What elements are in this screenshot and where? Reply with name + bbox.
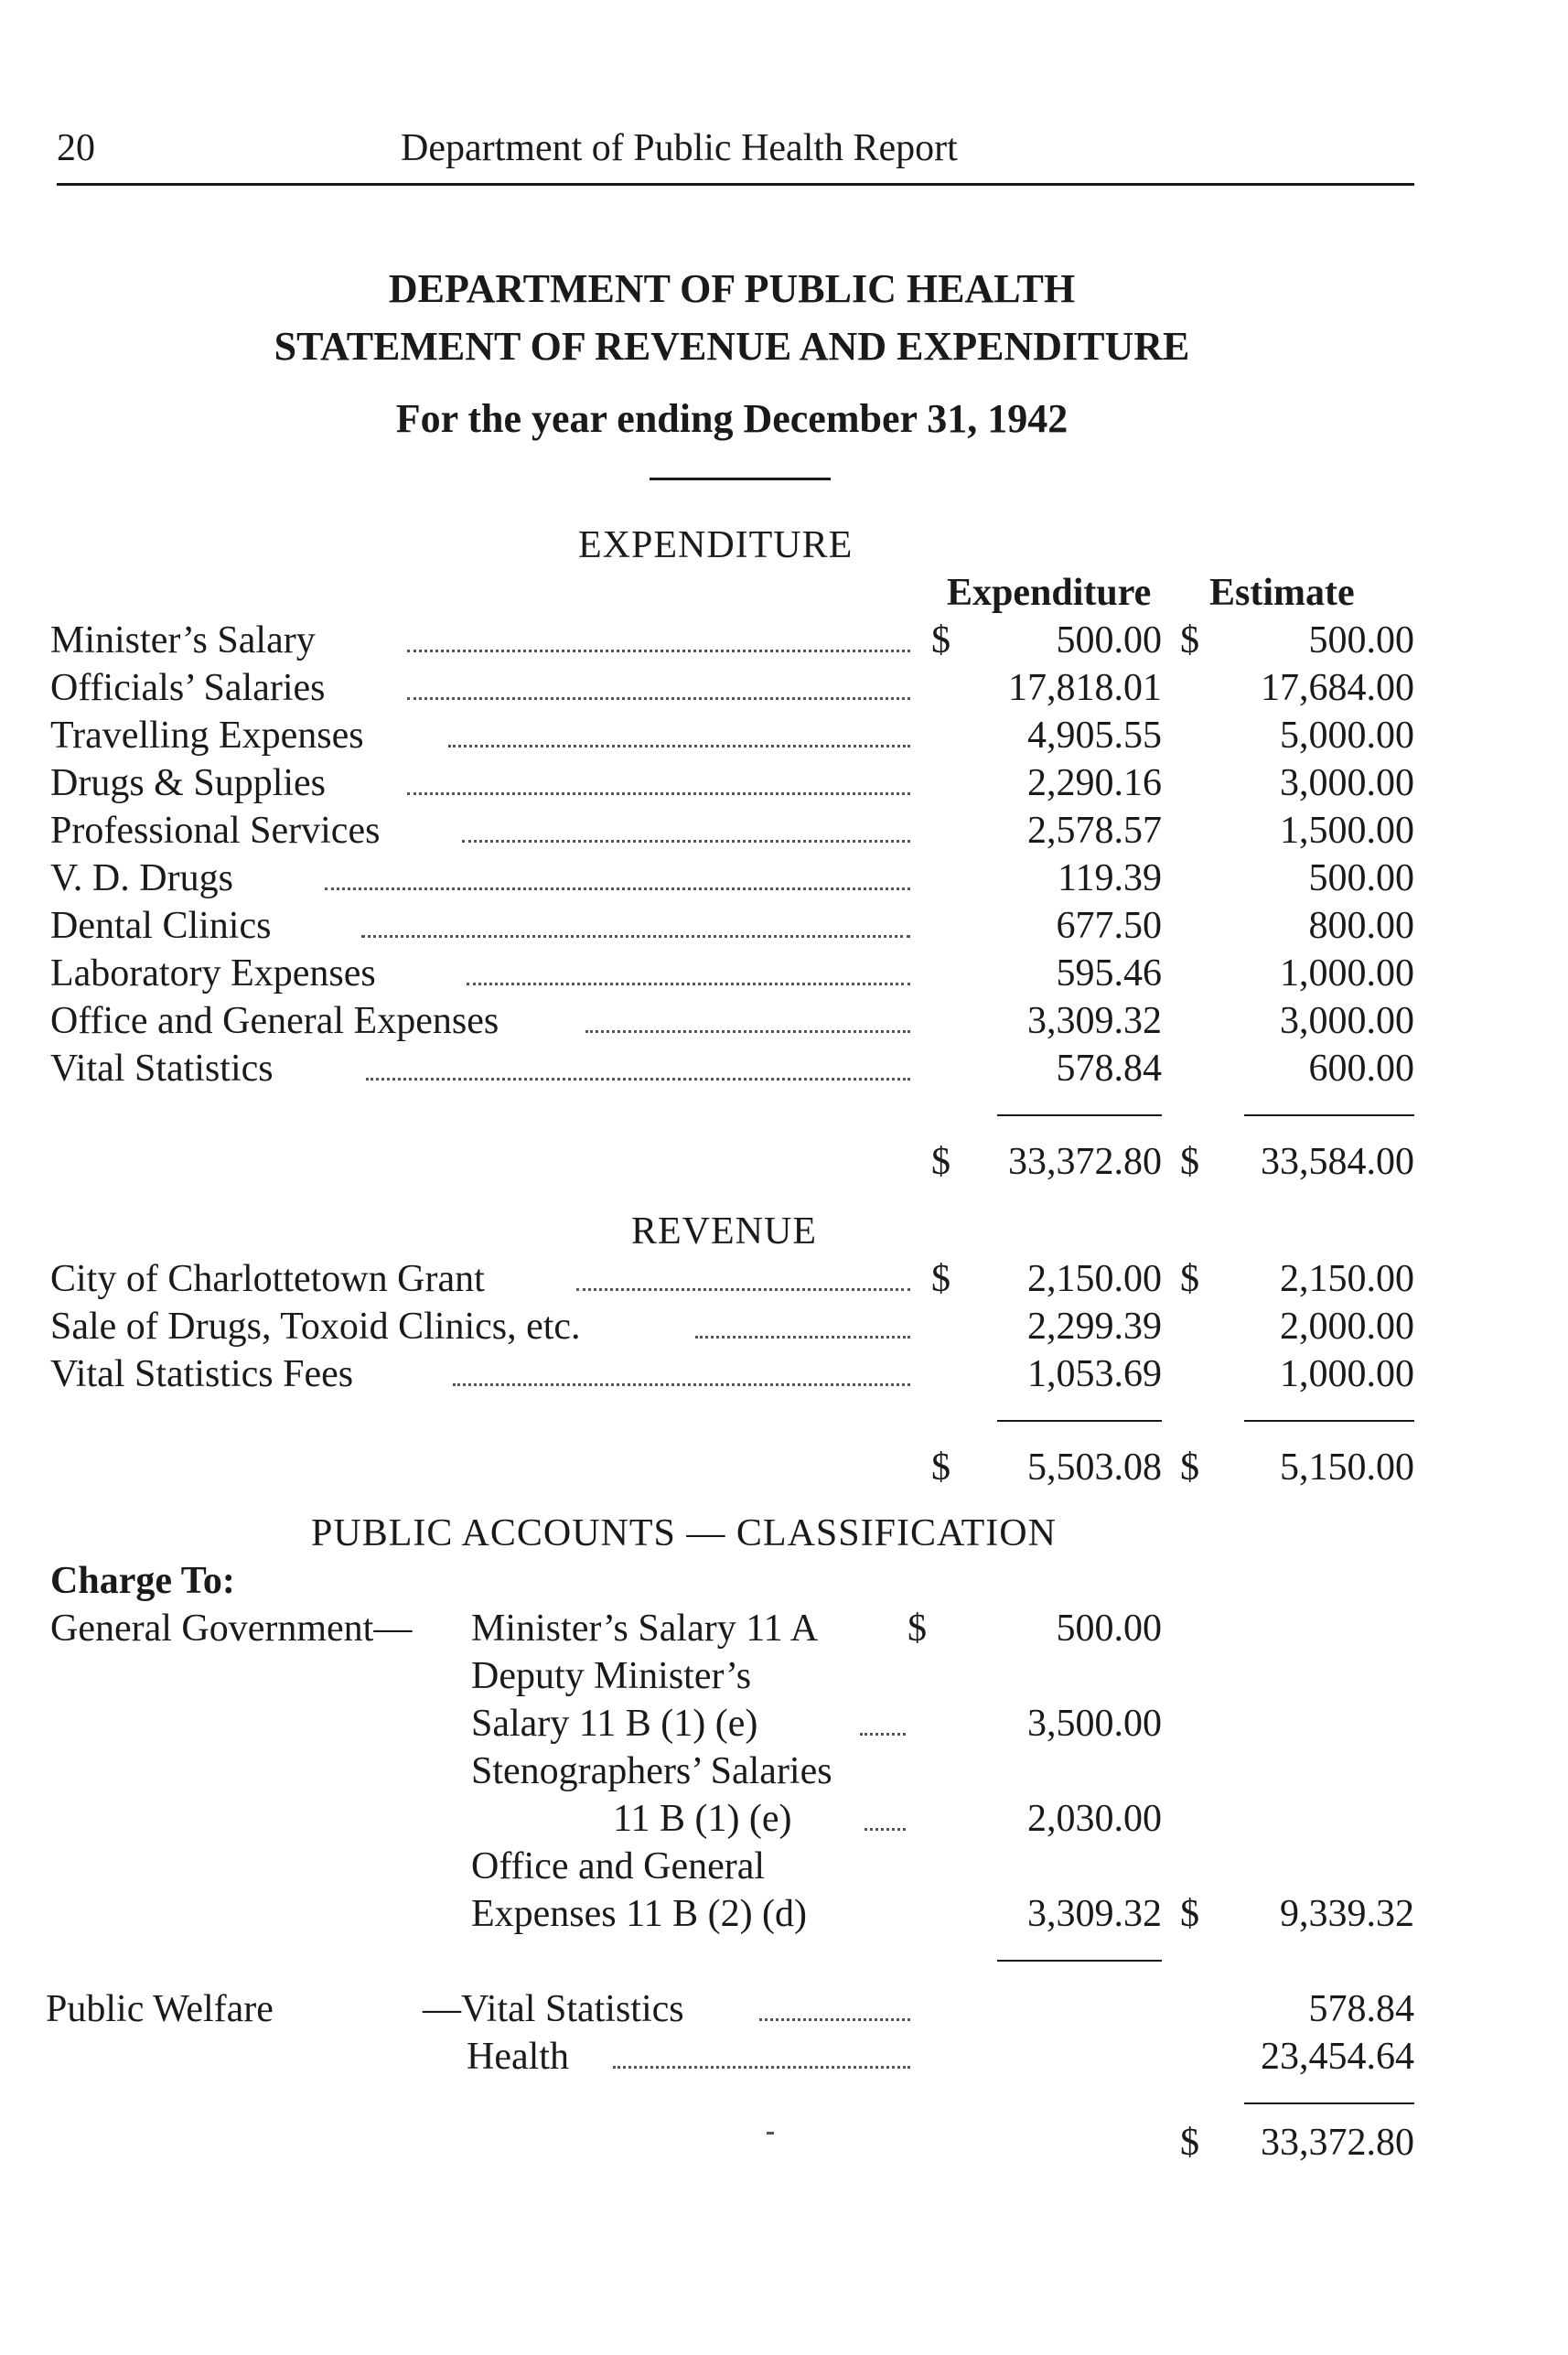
revenue-total: 5,503.08 [1027,1446,1162,1489]
title-line-2: STATEMENT OF REVENUE AND EXPENDITURE [274,324,1190,369]
estimate-value: 500.00 [1308,857,1414,899]
gg-item-line: Salary 11 B (1) (e) [471,1703,758,1745]
dot-leader [759,2018,910,2021]
page-number: 20 [57,127,95,169]
gg-item-line: Expenses 11 B (2) (d) [471,1893,808,1935]
currency-symbol: $ [1180,1258,1199,1300]
currency-symbol: $ [1180,2122,1199,2164]
expenditure-heading: EXPENDITURE [578,524,854,566]
sum-rule [1244,2102,1414,2104]
revenue-estimate: 1,000.00 [1280,1353,1414,1395]
title-line-1: DEPARTMENT OF PUBLIC HEALTH [388,266,1076,311]
gg-item-line: Deputy Minister’s [471,1655,752,1697]
expenditure-row-label: Drugs & Supplies [50,762,327,804]
estimate-value: 500.00 [1308,619,1414,661]
title-divider [650,478,831,480]
title-line-3: For the year ending December 31, 1942 [395,396,1069,441]
dot-leader [407,792,910,795]
expenditure-row-label: Dental Clinics [50,905,272,947]
header-rule [57,183,1414,186]
dot-leader [453,1383,910,1386]
estimate-value: 1,000.00 [1280,952,1414,995]
pw-item-label: —Vital Statistics [423,1988,684,2030]
revenue-estimate-total: 5,150.00 [1280,1446,1414,1489]
dot-leader [366,1078,910,1081]
estimate-total: 33,584.00 [1261,1141,1414,1183]
dot-leader [407,650,910,652]
currency-symbol: $ [1180,619,1199,661]
expenditure-row-label: Travelling Expenses [50,715,364,757]
public-accounts-heading: PUBLIC ACCOUNTS — CLASSIFICATION [311,1512,1057,1554]
sum-rule [1244,1420,1414,1422]
revenue-estimate: 2,150.00 [1280,1258,1414,1300]
col-expenditure-header: Expenditure [947,572,1152,614]
dot-leader [325,887,910,890]
expenditure-value: 4,905.55 [1027,715,1162,757]
sum-rule [997,1960,1162,1962]
currency-symbol: $ [1180,1141,1199,1183]
revenue-row-label: Vital Statistics Fees [50,1353,354,1395]
revenue-value: 1,053.69 [1027,1353,1162,1395]
expenditure-row-label: Professional Services [50,810,381,852]
gg-item-line: Stenographers’ Salaries [471,1750,832,1792]
revenue-value: 2,299.39 [1027,1306,1162,1348]
expenditure-value: 595.46 [1056,952,1162,995]
gg-item-amount: 3,500.00 [1027,1703,1162,1745]
currency-symbol: $ [931,619,950,661]
dot-leader [576,1288,910,1291]
expenditure-row-label: Office and General Expenses [50,1000,499,1042]
gg-item-line: Office and General [471,1845,766,1887]
gg-item-amount: 500.00 [1056,1608,1162,1650]
revenue-row-label: Sale of Drugs, Toxoid Clinics, etc. [50,1306,581,1348]
dot-leader [613,2066,910,2069]
currency-symbol: $ [931,1446,950,1489]
expenditure-value: 17,818.01 [1008,667,1162,709]
revenue-estimate: 2,000.00 [1280,1306,1414,1348]
sum-rule [997,1114,1162,1116]
stray-mark [767,2132,774,2135]
currency-symbol: $ [1180,1446,1199,1489]
currency-symbol: $ [908,1608,927,1650]
currency-symbol: $ [1180,1893,1199,1935]
expenditure-value: 578.84 [1056,1048,1162,1090]
expenditure-value: 677.50 [1056,905,1162,947]
expenditure-value: 119.39 [1058,857,1162,899]
expenditure-total: 33,372.80 [1008,1141,1162,1183]
general-government-label: General Government— [50,1608,413,1650]
revenue-row-label: City of Charlottetown Grant [50,1258,485,1300]
sum-rule [1244,1114,1414,1116]
pw-item-amount: 23,454.64 [1261,2036,1414,2078]
gg-item-line: 11 B (1) (e) [613,1798,792,1840]
revenue-value: 2,150.00 [1027,1258,1162,1300]
dot-leader [467,983,910,985]
revenue-heading: REVENUE [631,1210,817,1253]
sum-rule [997,1420,1162,1422]
pw-item-label: Health [467,2036,569,2078]
expenditure-row-label: Minister’s Salary [50,619,316,661]
estimate-value: 800.00 [1308,905,1414,947]
estimate-value: 5,000.00 [1280,715,1414,757]
dot-leader [865,1828,906,1831]
dot-leader [585,1030,910,1033]
gg-subtotal: 9,339.32 [1280,1893,1414,1935]
currency-symbol: $ [931,1141,950,1183]
dot-leader [361,935,910,938]
dot-leader [695,1336,910,1339]
estimate-value: 3,000.00 [1280,762,1414,804]
currency-symbol: $ [931,1258,950,1300]
pw-item-amount: 578.84 [1308,1988,1414,2030]
gg-item-amount: 3,309.32 [1027,1893,1162,1935]
col-estimate-header: Estimate [1209,572,1355,614]
public-welfare-label: Public Welfare [46,1988,274,2030]
expenditure-row-label: V. D. Drugs [50,857,233,899]
gg-item-amount: 2,030.00 [1027,1798,1162,1840]
expenditure-row-label: Laboratory Expenses [50,952,376,995]
dot-leader [448,745,910,747]
expenditure-value: 2,290.16 [1027,762,1162,804]
dot-leader [407,697,910,700]
gg-item-line: Minister’s Salary 11 A [471,1608,819,1650]
running-title: Department of Public Health Report [401,127,958,169]
charge-to-label: Charge To: [50,1560,235,1602]
estimate-value: 600.00 [1308,1048,1414,1090]
expenditure-value: 3,309.32 [1027,1000,1162,1042]
estimate-value: 17,684.00 [1261,667,1414,709]
expenditure-value: 2,578.57 [1027,810,1162,852]
dot-leader [860,1733,906,1736]
expenditure-row-label: Officials’ Salaries [50,667,326,709]
expenditure-row-label: Vital Statistics [50,1048,274,1090]
estimate-value: 1,500.00 [1280,810,1414,852]
grand-total: 33,372.80 [1261,2122,1414,2164]
dot-leader [462,840,910,843]
estimate-value: 3,000.00 [1280,1000,1414,1042]
expenditure-value: 500.00 [1056,619,1162,661]
